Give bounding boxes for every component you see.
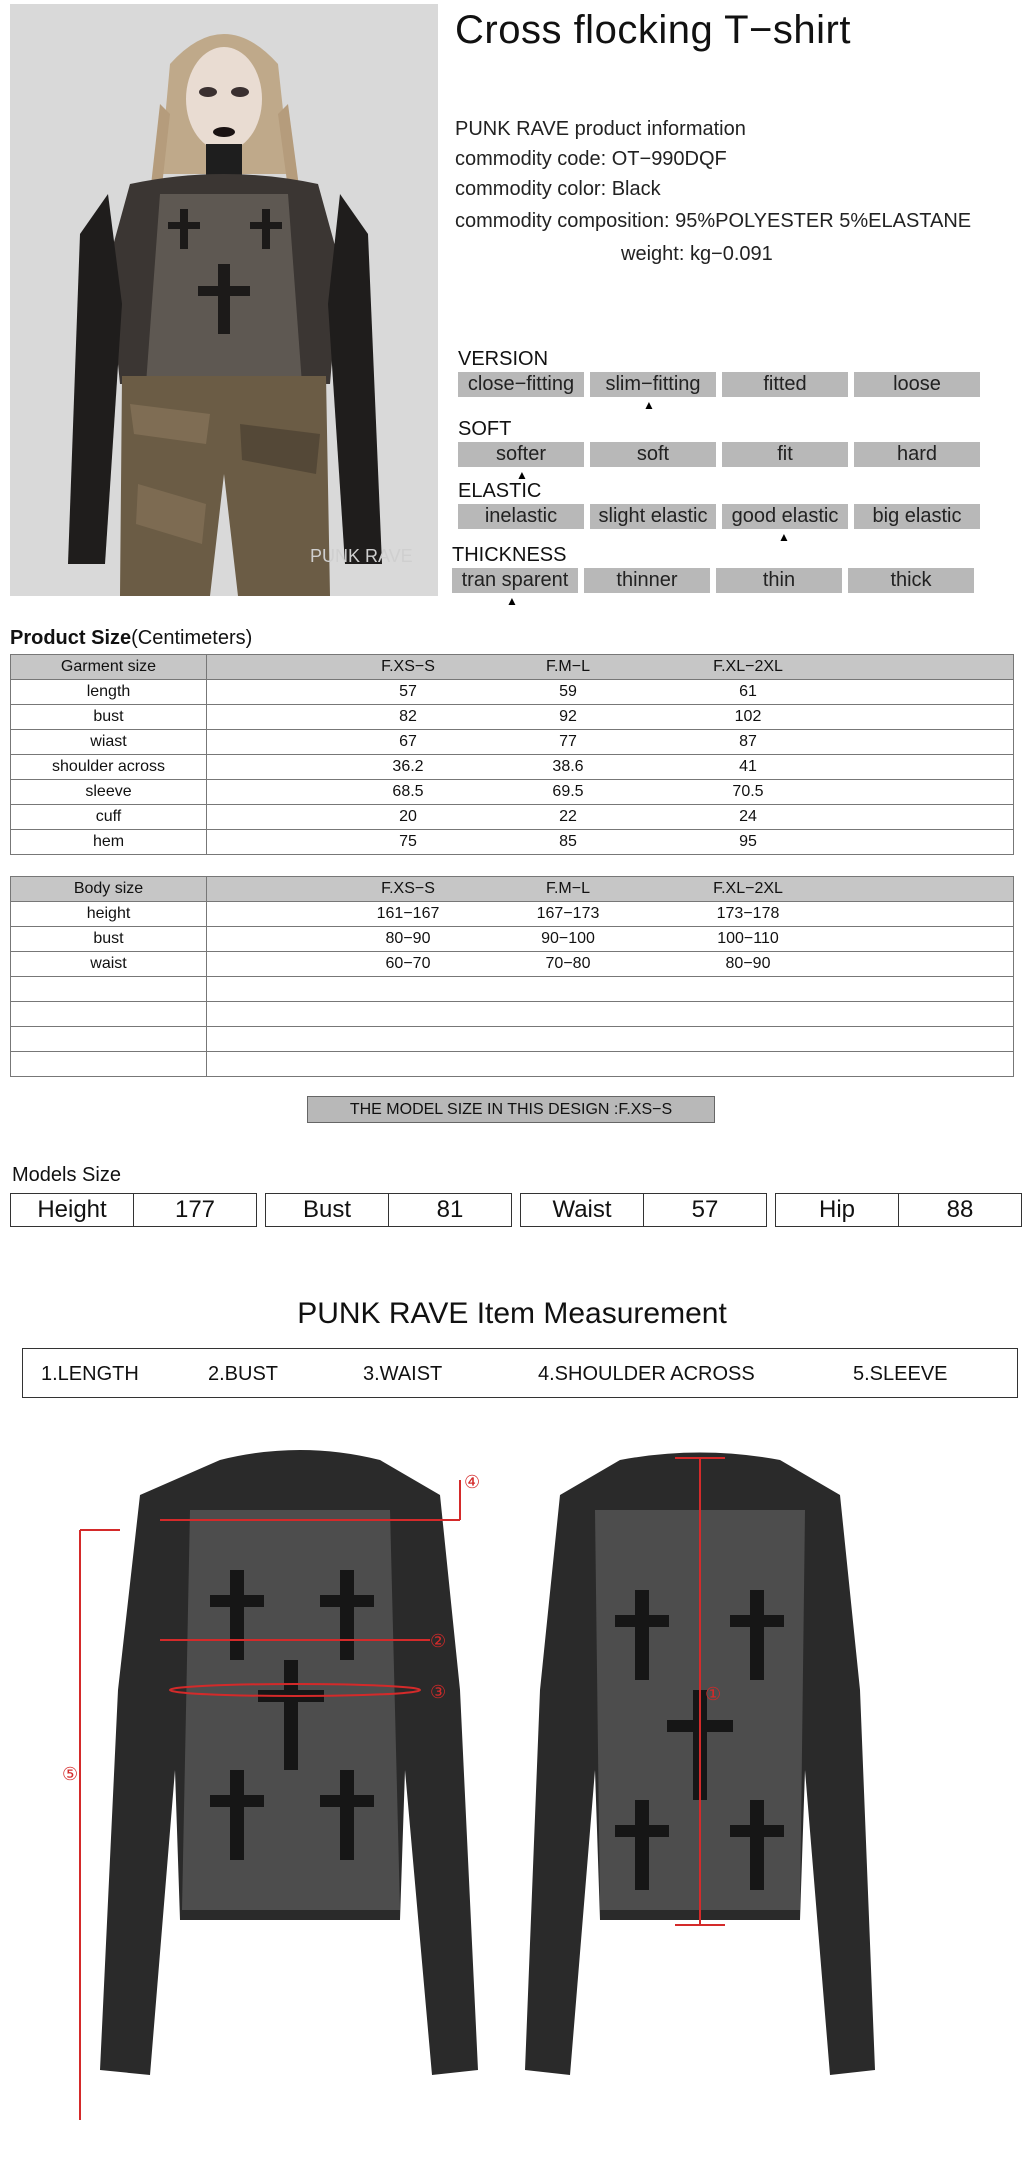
scale-soft bbox=[458, 442, 980, 467]
table-cell: 41 bbox=[739, 758, 757, 775]
table-header-cell: F.M−L bbox=[545, 658, 590, 675]
code-value: OT−990DQF bbox=[611, 148, 727, 170]
table-row-empty bbox=[11, 1052, 1014, 1077]
table-cell: 24 bbox=[739, 808, 757, 825]
models-size-row bbox=[10, 1193, 1022, 1227]
table-cell: 173−178 bbox=[716, 905, 780, 922]
model-measure-label: Height bbox=[11, 1194, 134, 1226]
scale-option: slight elastic bbox=[590, 504, 716, 529]
table-cell bbox=[207, 1027, 1014, 1052]
table-cell: 80−90 bbox=[725, 955, 771, 972]
table-cell: bust bbox=[11, 927, 207, 952]
table-header-cell: F.XS−S bbox=[381, 658, 435, 675]
measurement-item: 3.WAIST bbox=[363, 1363, 443, 1385]
table-cell: length bbox=[11, 680, 207, 705]
table-cell: 38.6 bbox=[552, 758, 584, 775]
table-cell: waist bbox=[11, 952, 207, 977]
table-header-sizes bbox=[207, 877, 1014, 902]
table-row-empty bbox=[11, 1027, 1014, 1052]
table-cell bbox=[207, 1002, 1014, 1027]
table-cell: sleeve bbox=[11, 780, 207, 805]
table-cell: 82 bbox=[399, 708, 417, 725]
table-cell: 22 bbox=[559, 808, 577, 825]
scale-option: softer bbox=[458, 442, 584, 467]
table-cell: 20 bbox=[399, 808, 417, 825]
table-row-empty bbox=[11, 977, 1014, 1002]
scale-option: loose bbox=[854, 372, 980, 397]
table-cell: 60−70 bbox=[385, 955, 431, 972]
table-cell: 57 bbox=[399, 683, 417, 700]
scale-option: fit bbox=[722, 442, 848, 467]
table-header-row bbox=[11, 655, 1014, 680]
models-size-title: Models Size bbox=[12, 1164, 121, 1186]
table-row bbox=[11, 902, 1014, 927]
table-cell: height bbox=[11, 902, 207, 927]
table-cell bbox=[207, 1052, 1014, 1077]
table-cell: 167−173 bbox=[536, 905, 600, 922]
table-cell: 70.5 bbox=[732, 783, 764, 800]
table-header-cell: F.XS−S bbox=[381, 880, 435, 897]
table-header-cell: Body size bbox=[11, 877, 207, 902]
table-cell: 75 bbox=[399, 833, 417, 850]
table-cell: 100−110 bbox=[717, 930, 779, 947]
table-cell: cuff bbox=[11, 805, 207, 830]
selected-marker: ▲ bbox=[778, 530, 790, 544]
table-row bbox=[11, 927, 1014, 952]
code-label: commodity code: bbox=[455, 148, 607, 170]
product-title: Cross flocking T−shirt bbox=[455, 8, 851, 52]
table-row bbox=[11, 805, 1014, 830]
commodity-composition-row bbox=[455, 210, 971, 233]
table-cell: 69.5 bbox=[552, 783, 584, 800]
product-size-heading-unit: (Centimeters) bbox=[131, 627, 253, 649]
model-measure-label: Waist bbox=[521, 1194, 644, 1226]
scale-option: tran sparent bbox=[452, 568, 578, 593]
watermark-text: PUNK RAVE bbox=[310, 546, 413, 566]
commodity-code-row bbox=[455, 148, 727, 171]
product-size-table bbox=[10, 654, 1014, 855]
scale-option: close−fitting bbox=[458, 372, 584, 397]
weight-row bbox=[621, 243, 773, 266]
table-cell: 67 bbox=[399, 733, 417, 750]
model-photo bbox=[10, 4, 438, 596]
table-cell: shoulder across bbox=[11, 755, 207, 780]
table-header-cell: F.M−L bbox=[545, 880, 590, 897]
model-measure-waist bbox=[520, 1193, 767, 1227]
model-measure-value: 81 bbox=[436, 1196, 464, 1223]
table-header-cell: F.XL−2XL bbox=[713, 658, 783, 675]
scale-option: thin bbox=[716, 568, 842, 593]
model-measure-height bbox=[10, 1193, 257, 1227]
table-cell bbox=[207, 977, 1014, 1002]
table-header-row bbox=[11, 877, 1014, 902]
body-size-table bbox=[10, 876, 1014, 1077]
measurement-item: 1.LENGTH bbox=[41, 1363, 139, 1385]
table-row bbox=[11, 830, 1014, 855]
table-row bbox=[11, 705, 1014, 730]
model-measure-label: Hip bbox=[776, 1194, 899, 1226]
table-cell: 102 bbox=[734, 708, 762, 725]
measurement-title: PUNK RAVE Item Measurement bbox=[297, 1297, 727, 1330]
scale-option: big elastic bbox=[854, 504, 980, 529]
table-row bbox=[11, 755, 1014, 780]
measurement-item: 5.SLEEVE bbox=[853, 1363, 948, 1385]
color-label: commodity color: bbox=[455, 178, 607, 200]
table-cell: 92 bbox=[559, 708, 577, 725]
table-cell bbox=[11, 1002, 207, 1027]
table-row bbox=[11, 680, 1014, 705]
table-cell: bust bbox=[11, 705, 207, 730]
scale-label-soft: SOFT bbox=[458, 418, 512, 440]
selected-marker: ▲ bbox=[516, 468, 528, 482]
table-cell: 70−80 bbox=[545, 955, 591, 972]
marker-length: ① bbox=[705, 1684, 722, 1705]
weight-value: kg−0.091 bbox=[689, 243, 773, 265]
composition-value: 95%POLYESTER 5%ELASTANE bbox=[675, 210, 972, 232]
scale-label-version: VERSION bbox=[458, 348, 549, 370]
marker-waist: ③ bbox=[430, 1682, 447, 1703]
scale-version bbox=[458, 372, 980, 397]
table-cell bbox=[11, 1052, 207, 1077]
table-row bbox=[11, 952, 1014, 977]
marker-sleeve: ⑤ bbox=[62, 1764, 79, 1785]
product-size-heading-bold: Product Size bbox=[10, 627, 132, 649]
measurement-item: 4.SHOULDER ACROSS bbox=[538, 1363, 755, 1385]
model-measure-bust bbox=[265, 1193, 512, 1227]
table-cell: 59 bbox=[559, 683, 577, 700]
model-measure-value: 177 bbox=[174, 1196, 216, 1223]
garment-measurement-diagram bbox=[60, 1440, 960, 2120]
scale-option: hard bbox=[854, 442, 980, 467]
measurement-item: 2.BUST bbox=[208, 1363, 279, 1385]
front-shirt-image bbox=[100, 1450, 481, 2075]
table-cell: wiast bbox=[11, 730, 207, 755]
product-size-heading bbox=[10, 627, 252, 650]
table-cell: 68.5 bbox=[392, 783, 424, 800]
brand-info: PUNK RAVE product information bbox=[455, 118, 746, 140]
composition-label: commodity composition: bbox=[455, 210, 670, 232]
table-cell: 85 bbox=[559, 833, 577, 850]
commodity-color-row bbox=[455, 178, 661, 201]
table-cell: 87 bbox=[739, 733, 757, 750]
scale-option: inelastic bbox=[458, 504, 584, 529]
marker-shoulder: ④ bbox=[464, 1472, 481, 1493]
table-cell: 36.2 bbox=[392, 758, 424, 775]
table-cell: 161−167 bbox=[376, 905, 440, 922]
model-measure-value: 57 bbox=[691, 1196, 719, 1223]
scale-elastic bbox=[458, 504, 980, 529]
measurement-legend bbox=[22, 1348, 1018, 1398]
table-header-cell: Garment size bbox=[11, 655, 207, 680]
table-header-cell: F.XL−2XL bbox=[713, 880, 783, 897]
model-measure-label: Bust bbox=[266, 1194, 389, 1226]
scale-option: thinner bbox=[584, 568, 710, 593]
marker-bust: ② bbox=[430, 1631, 447, 1652]
scale-option: thick bbox=[848, 568, 974, 593]
model-measure-hip bbox=[775, 1193, 1022, 1227]
color-value: Black bbox=[611, 178, 661, 200]
table-header-sizes bbox=[207, 655, 1014, 680]
table-cell: 95 bbox=[739, 833, 757, 850]
scale-label-thickness: THICKNESS bbox=[452, 544, 567, 566]
selected-marker: ▲ bbox=[643, 398, 655, 412]
table-cell bbox=[11, 977, 207, 1002]
table-cell: 77 bbox=[559, 733, 577, 750]
scale-thickness bbox=[452, 568, 974, 593]
table-row bbox=[11, 730, 1014, 755]
weight-label: weight: bbox=[621, 243, 685, 265]
scale-option: fitted bbox=[722, 372, 848, 397]
table-cell: 90−100 bbox=[541, 930, 595, 947]
table-cell: 80−90 bbox=[385, 930, 431, 947]
table-row bbox=[11, 780, 1014, 805]
scale-label-elastic: ELASTIC bbox=[458, 480, 542, 502]
model-measure-value: 88 bbox=[946, 1196, 974, 1223]
table-row-empty bbox=[11, 1002, 1014, 1027]
table-cell bbox=[11, 1027, 207, 1052]
scale-option: good elastic bbox=[722, 504, 848, 529]
scale-option: soft bbox=[590, 442, 716, 467]
selected-marker: ▲ bbox=[506, 594, 518, 608]
table-cell: hem bbox=[11, 830, 207, 855]
table-cell: 61 bbox=[739, 683, 757, 700]
scale-option: slim−fitting bbox=[590, 372, 716, 397]
model-size-note: THE MODEL SIZE IN THIS DESIGN :F.XS−S bbox=[307, 1096, 715, 1123]
